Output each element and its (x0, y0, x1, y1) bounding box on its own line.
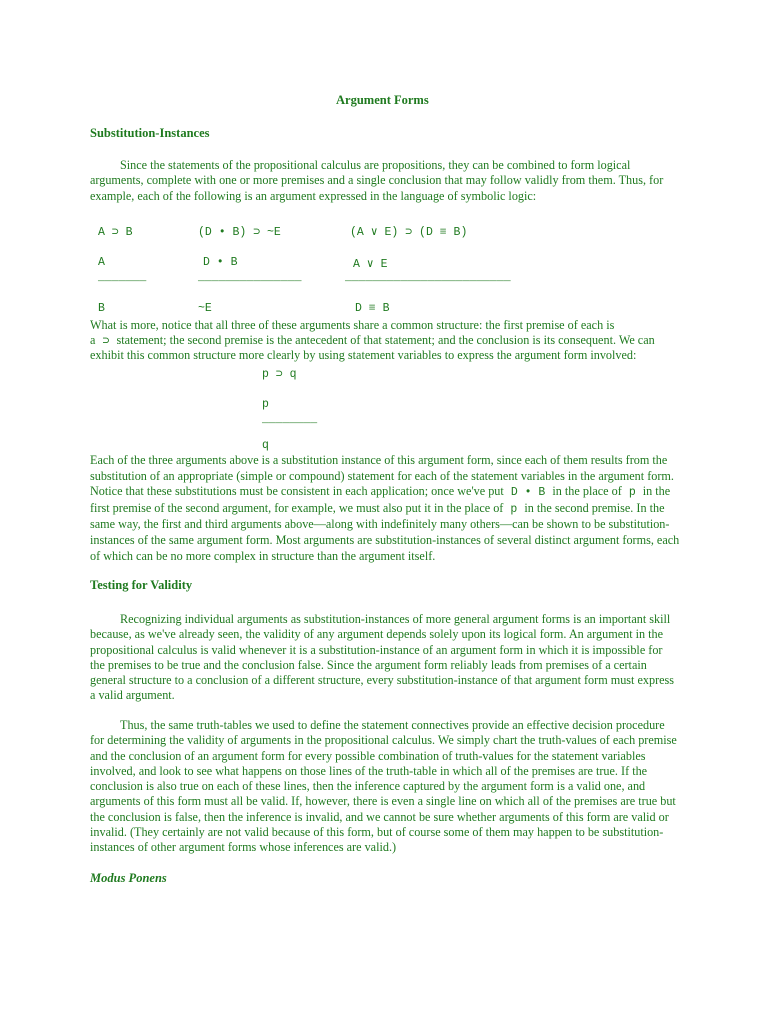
paragraph-substitution-instance (90, 453, 680, 564)
p3-text-c: in the first premise of the second argument, for example, we must also put it in the place of (90, 484, 671, 515)
section-heading-modus-ponens: Modus Ponens (90, 871, 167, 885)
p3-text-d: in the second premise. In the same way, the first and third arguments above—along with indefinitely many others—can be shown to be substitution-instances of the same argument form. Most arguments are substitution-instances of several distinct argument forms, each of which can be no more complex in structure than the argument itself. (90, 500, 680, 563)
section-heading-substitution: Substitution-Instances (90, 126, 210, 140)
p3-text-a: Each of the three arguments above is a substitution instance of this argument form, since each of them results from the substitution of an appropriate (simple or compound) statement for each of the statement variables in the argument form. Notice that these substitutions must be consistent in each application; once we've put (90, 453, 674, 499)
arg3-premise2: A ∨ E (353, 258, 388, 271)
p3-code-p1: p (628, 486, 636, 500)
arg1-premise2: A (98, 256, 105, 269)
section-heading-validity: Testing for Validity (90, 578, 193, 592)
paragraph-structure-line1: What is more, notice that all three of these arguments share a common structure: the first premise of each is (90, 318, 615, 332)
arg2-premise2: D • B (203, 256, 238, 269)
p3-code-db: D • B (510, 486, 546, 500)
paragraph-validity-1: Recognizing individual arguments as substitution-instances of more general argument forms is an important skill because, as we've already seen, the validity of any argument depends solely upon its logical form. An argument in the propositional calculus is valid whenever it is a substitution-instance of an argument form in which it is impossible for the premises to be true and the conclusion false. Since the argument form reliably leads from premises of a certain general structure to a conclusion of a different structure, every substitution-instance of that argument form must express a valid argument. (90, 612, 675, 703)
arg2-conclusion: ~E (198, 302, 212, 315)
paragraph-structure-line2 (90, 333, 655, 348)
paragraph-validity-2: Thus, the same truth-tables we used to define the statement connectives provide an effective decision procedure for determining the validity of arguments in the propositional calculus. We simply chart the truth-values of each premise and the conclusion of an argument form for every possible combination of truth-values for the statement variables involved, and look to see what happens on those lines of the truth-table in which all of the premises are true. If the conclusion is also true on each of these lines, then the inference captured by the argument form is a valid one, and arguments of this form must all be valid. If, however, there is even a single line on which all of the premises are true but the conclusion is false, then the inference is invalid, and we cannot be sure whether arguments of this form are valid or invalid. (They certainly are not valid because of this form, but of course some of them may happen to be substitution-instances of other argument forms whose inferences are valid.) (90, 718, 677, 855)
form-premise1: p ⊃ q (262, 368, 297, 381)
paragraph-structure-line2-rest: statement; the second premise is the antecedent of that statement; and the conclusion is its consequent. We can (116, 333, 655, 347)
horseshoe-symbol: ⊃ (102, 335, 110, 348)
arg3-premise1: (A ∨ E) ⊃ (D ≡ B) (350, 226, 468, 239)
arg2-line: _______________ (198, 271, 302, 284)
arg1-premise1: A ⊃ B (98, 226, 133, 239)
p3-code-p2: p (510, 502, 518, 516)
page-title: Argument Forms (336, 93, 429, 107)
arg3-line: ________________________ (345, 271, 511, 284)
arg3-conclusion: D ≡ B (355, 302, 390, 315)
arg2-premise1: (D • B) ⊃ ~E (198, 226, 281, 239)
form-line: ________ (262, 413, 318, 426)
paragraph-structure-a: a (90, 333, 96, 347)
paragraph-intro: Since the statements of the propositional calculus are propositions, they can be combined to form logical arguments, complete with one or more premises and a single conclusion that may follow validly from them. Thus, for example, each of the following is an argument expressed in the language of symbolic logic: (90, 158, 664, 203)
paragraph-structure-line3: exhibit this common structure more clearly by using statement variables to express the argument form involved: (90, 348, 637, 362)
form-conclusion: q (262, 439, 269, 452)
form-premise2: p (262, 398, 269, 411)
arg1-conclusion: B (98, 302, 105, 315)
p3-text-b: in the place of (552, 484, 622, 499)
arg1-line: _______ (98, 271, 147, 284)
